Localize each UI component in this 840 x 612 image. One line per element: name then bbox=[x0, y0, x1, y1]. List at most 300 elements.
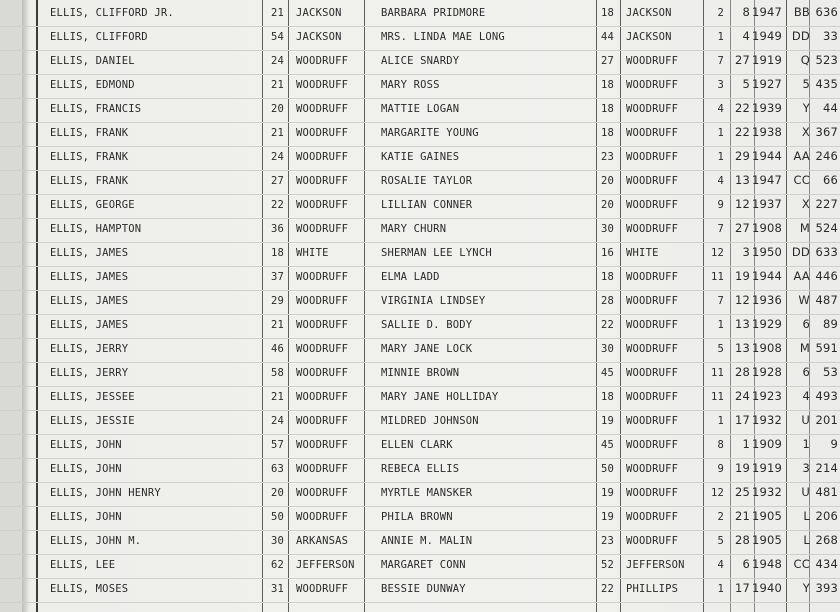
bride-age: 18 bbox=[600, 7, 614, 19]
page-number: 214 bbox=[815, 461, 838, 475]
marriage-year: 1944 bbox=[752, 269, 783, 283]
groom-age: 31 bbox=[270, 583, 284, 595]
bride-name: ALICE SNARDY bbox=[381, 55, 460, 67]
page-number: 44 bbox=[822, 101, 838, 115]
groom-name: ELLIS, GEORGE bbox=[50, 199, 135, 211]
table-row bbox=[0, 146, 840, 171]
bride-name: MYRTLE MANSKER bbox=[381, 487, 473, 499]
bride-name: MARGARET CONN bbox=[381, 559, 466, 571]
bride-county: WOODRUFF bbox=[626, 199, 679, 211]
book-letter: X bbox=[801, 125, 810, 139]
page-number: 523 bbox=[815, 53, 838, 67]
groom-county: WOODRUFF bbox=[296, 415, 349, 427]
marriage-year: 1947 bbox=[752, 5, 783, 19]
table-row bbox=[0, 290, 840, 315]
bride-age: 20 bbox=[600, 199, 614, 211]
groom-age: 21 bbox=[270, 79, 284, 91]
marriage-day: 17 bbox=[734, 413, 750, 427]
marriage-day: 24 bbox=[734, 389, 750, 403]
groom-county: WOODRUFF bbox=[296, 199, 349, 211]
groom-age: 27 bbox=[270, 175, 284, 187]
groom-age: 30 bbox=[270, 535, 284, 547]
groom-county: ARKANSAS bbox=[296, 535, 349, 547]
marriage-day: 13 bbox=[734, 317, 750, 331]
marriage-year: 1950 bbox=[752, 245, 783, 259]
groom-age: 22 bbox=[270, 199, 284, 211]
page-number: 53 bbox=[822, 365, 838, 379]
marriage-day: 25 bbox=[734, 485, 750, 499]
bride-county: WOODRUFF bbox=[626, 391, 679, 403]
marriage-day: 5 bbox=[742, 77, 750, 91]
page-number: 636 bbox=[815, 5, 838, 19]
bride-age: 19 bbox=[600, 415, 614, 427]
marriage-month: 1 bbox=[717, 127, 724, 139]
groom-name: ELLIS, JAMES bbox=[50, 247, 129, 259]
bride-name: MATTIE LOGAN bbox=[381, 103, 460, 115]
page-number: 66 bbox=[822, 173, 838, 187]
table-row bbox=[0, 314, 840, 339]
page-number: 446 bbox=[815, 269, 838, 283]
groom-county: WOODRUFF bbox=[296, 295, 349, 307]
bride-name: PHILA BROWN bbox=[381, 511, 453, 523]
marriage-month: 4 bbox=[717, 103, 724, 115]
bride-age: 52 bbox=[600, 559, 614, 571]
groom-age: 24 bbox=[270, 55, 284, 67]
marriage-day: 19 bbox=[734, 269, 750, 283]
bride-age: 19 bbox=[600, 511, 614, 523]
book-letter: 3 bbox=[802, 461, 810, 475]
groom-name: ELLIS, JAMES bbox=[50, 295, 129, 307]
marriage-year: 1928 bbox=[752, 365, 783, 379]
book-letter: CC bbox=[793, 557, 810, 571]
marriage-year: 1938 bbox=[752, 125, 783, 139]
bride-age: 23 bbox=[600, 151, 614, 163]
groom-age: 46 bbox=[270, 343, 284, 355]
groom-name: ELLIS, LEE bbox=[50, 559, 116, 571]
marriage-year: 1944 bbox=[752, 149, 783, 163]
groom-county: JACKSON bbox=[296, 7, 342, 19]
table-row bbox=[0, 482, 840, 507]
marriage-day: 17 bbox=[734, 581, 750, 595]
groom-county: WOODRUFF bbox=[296, 271, 349, 283]
groom-age: 20 bbox=[270, 487, 284, 499]
page-number: 524 bbox=[815, 221, 838, 235]
groom-county: WOODRUFF bbox=[296, 439, 349, 451]
marriage-year: 1932 bbox=[752, 485, 783, 499]
page-number: 434 bbox=[815, 557, 838, 571]
book-letter: U bbox=[801, 413, 810, 427]
marriage-month: 1 bbox=[717, 319, 724, 331]
groom-county: WHITE bbox=[296, 247, 329, 259]
marriage-day: 28 bbox=[734, 533, 750, 547]
bride-name: REBECA ELLIS bbox=[381, 463, 460, 475]
table-row bbox=[0, 26, 840, 51]
marriage-day: 12 bbox=[734, 293, 750, 307]
table-row bbox=[0, 242, 840, 267]
bride-county: JACKSON bbox=[626, 7, 672, 19]
groom-name: ELLIS, FRANK bbox=[50, 127, 129, 139]
marriage-day: 21 bbox=[734, 509, 750, 523]
bride-name: MRS. LINDA MAE LONG bbox=[381, 31, 505, 43]
groom-age: 54 bbox=[270, 31, 284, 43]
page-number: 227 bbox=[815, 197, 838, 211]
marriage-month: 2 bbox=[717, 7, 724, 19]
marriage-month: 2 bbox=[717, 511, 724, 523]
groom-name: ELLIS, JOHN bbox=[50, 439, 122, 451]
groom-age: 58 bbox=[270, 367, 284, 379]
bride-name: MARY ROSS bbox=[381, 79, 440, 91]
bride-county: WOODRUFF bbox=[626, 415, 679, 427]
marriage-month: 9 bbox=[717, 463, 724, 475]
bride-county: WOODRUFF bbox=[626, 463, 679, 475]
bride-age: 27 bbox=[600, 55, 614, 67]
table-row bbox=[0, 98, 840, 123]
page-number: 435 bbox=[815, 77, 838, 91]
table-row bbox=[0, 122, 840, 147]
marriage-year: 1939 bbox=[752, 101, 783, 115]
bride-age: 18 bbox=[600, 271, 614, 283]
page-number: 393 bbox=[815, 581, 838, 595]
marriage-year: 1927 bbox=[752, 77, 783, 91]
book-letter: X bbox=[801, 197, 810, 211]
marriage-month: 3 bbox=[717, 79, 724, 91]
bride-age: 30 bbox=[600, 343, 614, 355]
bride-county: WHITE bbox=[626, 247, 659, 259]
groom-name: ELLIS, JOHN HENRY bbox=[50, 487, 161, 499]
bride-age: 22 bbox=[600, 583, 614, 595]
bride-county: WOODRUFF bbox=[626, 487, 679, 499]
marriage-day: 27 bbox=[734, 221, 750, 235]
marriage-year: 1936 bbox=[752, 293, 783, 307]
marriage-day: 13 bbox=[734, 341, 750, 355]
bride-age: 22 bbox=[600, 319, 614, 331]
groom-name: ELLIS, EDMOND bbox=[50, 79, 135, 91]
bride-county: WOODRUFF bbox=[626, 343, 679, 355]
marriage-day: 28 bbox=[734, 365, 750, 379]
bride-name: MARY JANE LOCK bbox=[381, 343, 473, 355]
marriage-month: 1 bbox=[717, 415, 724, 427]
bride-county: WOODRUFF bbox=[626, 271, 679, 283]
groom-age: 24 bbox=[270, 151, 284, 163]
table-row bbox=[0, 218, 840, 243]
table-row bbox=[0, 506, 840, 531]
marriage-year: 1937 bbox=[752, 197, 783, 211]
book-letter: M bbox=[799, 341, 810, 355]
book-letter: 4 bbox=[802, 389, 810, 403]
marriage-month: 4 bbox=[717, 175, 724, 187]
table-row bbox=[0, 434, 840, 459]
page-number: 33 bbox=[822, 29, 838, 43]
marriage-month: 7 bbox=[717, 295, 724, 307]
groom-county: WOODRUFF bbox=[296, 127, 349, 139]
marriage-month: 12 bbox=[710, 247, 724, 259]
groom-name: ELLIS, FRANK bbox=[50, 151, 129, 163]
marriage-day: 22 bbox=[734, 101, 750, 115]
book-letter: AA bbox=[793, 269, 810, 283]
bride-name: MINNIE BROWN bbox=[381, 367, 460, 379]
groom-age: 21 bbox=[270, 7, 284, 19]
bride-county: PHILLIPS bbox=[626, 583, 679, 595]
bride-age: 18 bbox=[600, 79, 614, 91]
bride-name: SHERMAN LEE LYNCH bbox=[381, 247, 492, 259]
bride-age: 44 bbox=[600, 31, 614, 43]
bride-county: WOODRUFF bbox=[626, 151, 679, 163]
groom-county: WOODRUFF bbox=[296, 319, 349, 331]
page-number: 206 bbox=[815, 509, 838, 523]
groom-name: ELLIS, MOSES bbox=[50, 583, 129, 595]
groom-age: 21 bbox=[270, 391, 284, 403]
book-letter: W bbox=[798, 293, 810, 307]
bride-age: 16 bbox=[600, 247, 614, 259]
marriage-day: 3 bbox=[742, 245, 750, 259]
bride-county: WOODRUFF bbox=[626, 319, 679, 331]
groom-name: ELLIS, JAMES bbox=[50, 319, 129, 331]
groom-name: ELLIS, JOHN bbox=[50, 463, 122, 475]
marriage-year: 1940 bbox=[752, 581, 783, 595]
marriage-year: 1932 bbox=[752, 413, 783, 427]
groom-county: WOODRUFF bbox=[296, 463, 349, 475]
groom-age: 36 bbox=[270, 223, 284, 235]
groom-age: 29 bbox=[270, 295, 284, 307]
groom-county: WOODRUFF bbox=[296, 223, 349, 235]
groom-county: JACKSON bbox=[296, 31, 342, 43]
book-letter: 5 bbox=[802, 77, 810, 91]
table-row bbox=[0, 266, 840, 291]
page-number: 9 bbox=[830, 437, 838, 451]
bride-age: 30 bbox=[600, 223, 614, 235]
page-number: 493 bbox=[815, 389, 838, 403]
table-row bbox=[0, 2, 840, 27]
table-row bbox=[0, 362, 840, 387]
groom-county: WOODRUFF bbox=[296, 55, 349, 67]
bride-county: WOODRUFF bbox=[626, 127, 679, 139]
page-number: 633 bbox=[815, 245, 838, 259]
bride-county: WOODRUFF bbox=[626, 439, 679, 451]
marriage-year: 1948 bbox=[752, 557, 783, 571]
marriage-month: 8 bbox=[717, 439, 724, 451]
groom-age: 20 bbox=[270, 103, 284, 115]
marriage-month: 5 bbox=[717, 343, 724, 355]
groom-name: ELLIS, HAMPTON bbox=[50, 223, 142, 235]
bride-age: 45 bbox=[600, 439, 614, 451]
groom-name: ELLIS, CLIFFORD bbox=[50, 31, 148, 43]
page-number: 268 bbox=[815, 533, 838, 547]
table-row bbox=[0, 170, 840, 195]
table-row bbox=[0, 578, 840, 603]
marriage-month: 9 bbox=[717, 199, 724, 211]
marriage-year: 1919 bbox=[752, 53, 783, 67]
marriage-month: 7 bbox=[717, 223, 724, 235]
page-number: 246 bbox=[815, 149, 838, 163]
marriage-month: 11 bbox=[710, 391, 724, 403]
marriage-year: 1929 bbox=[752, 317, 783, 331]
marriage-month: 11 bbox=[710, 271, 724, 283]
marriage-month: 5 bbox=[717, 535, 724, 547]
marriage-month: 4 bbox=[717, 559, 724, 571]
marriage-month: 7 bbox=[717, 55, 724, 67]
book-letter: M bbox=[799, 221, 810, 235]
groom-county: WOODRUFF bbox=[296, 511, 349, 523]
book-letter: L bbox=[803, 509, 810, 523]
bride-age: 45 bbox=[600, 367, 614, 379]
page-number: 201 bbox=[815, 413, 838, 427]
marriage-month: 1 bbox=[717, 583, 724, 595]
marriage-year: 1908 bbox=[752, 221, 783, 235]
groom-county: WOODRUFF bbox=[296, 151, 349, 163]
marriage-month: 1 bbox=[717, 31, 724, 43]
bride-name: ELLEN CLARK bbox=[381, 439, 453, 451]
groom-name: ELLIS, JESSIE bbox=[50, 415, 135, 427]
marriage-year: 1947 bbox=[752, 173, 783, 187]
book-letter: 6 bbox=[802, 317, 810, 331]
marriage-day: 19 bbox=[734, 461, 750, 475]
page-number: 591 bbox=[815, 341, 838, 355]
bride-name: MILDRED JOHNSON bbox=[381, 415, 479, 427]
bride-county: WOODRUFF bbox=[626, 223, 679, 235]
bride-name: MARY CHURN bbox=[381, 223, 447, 235]
groom-county: WOODRUFF bbox=[296, 487, 349, 499]
groom-county: WOODRUFF bbox=[296, 103, 349, 115]
marriage-month: 11 bbox=[710, 367, 724, 379]
groom-age: 37 bbox=[270, 271, 284, 283]
bride-age: 18 bbox=[600, 127, 614, 139]
table-row bbox=[0, 530, 840, 555]
groom-name: ELLIS, DANIEL bbox=[50, 55, 135, 67]
marriage-year: 1949 bbox=[752, 29, 783, 43]
book-letter: DD bbox=[791, 245, 810, 259]
bride-name: MARY JANE HOLLIDAY bbox=[381, 391, 499, 403]
marriage-year: 1905 bbox=[752, 533, 783, 547]
groom-name: ELLIS, CLIFFORD JR. bbox=[50, 7, 174, 19]
groom-name: ELLIS, FRANCIS bbox=[50, 103, 142, 115]
bride-name: ANNIE M. MALIN bbox=[381, 535, 473, 547]
bride-county: WOODRUFF bbox=[626, 103, 679, 115]
table-row bbox=[0, 410, 840, 435]
book-letter: L bbox=[803, 533, 810, 547]
marriage-day: 27 bbox=[734, 53, 750, 67]
book-letter: 1 bbox=[802, 437, 810, 451]
bride-age: 28 bbox=[600, 295, 614, 307]
bride-name: LILLIAN CONNER bbox=[381, 199, 473, 211]
groom-name: ELLIS, JAMES bbox=[50, 271, 129, 283]
marriage-year: 1905 bbox=[752, 509, 783, 523]
marriage-month: 12 bbox=[710, 487, 724, 499]
groom-age: 50 bbox=[270, 511, 284, 523]
book-letter: CC bbox=[793, 173, 810, 187]
book-letter: Y bbox=[802, 101, 810, 115]
marriage-year: 1923 bbox=[752, 389, 783, 403]
groom-age: 18 bbox=[270, 247, 284, 259]
marriage-month: 1 bbox=[717, 151, 724, 163]
bride-county: WOODRUFF bbox=[626, 511, 679, 523]
bride-age: 50 bbox=[600, 463, 614, 475]
groom-age: 21 bbox=[270, 127, 284, 139]
bride-name: ELMA LADD bbox=[381, 271, 440, 283]
page-number: 487 bbox=[815, 293, 838, 307]
bride-county: JACKSON bbox=[626, 31, 672, 43]
bride-name: ROSALIE TAYLOR bbox=[381, 175, 473, 187]
marriage-year: 1908 bbox=[752, 341, 783, 355]
book-letter: Q bbox=[800, 53, 810, 67]
marriage-year: 1909 bbox=[752, 437, 783, 451]
bride-name: SALLIE D. BODY bbox=[381, 319, 473, 331]
book-letter: DD bbox=[791, 29, 810, 43]
bride-county: JEFFERSON bbox=[626, 559, 685, 571]
table-row bbox=[0, 74, 840, 99]
book-letter: AA bbox=[793, 149, 810, 163]
groom-age: 24 bbox=[270, 415, 284, 427]
page-number: 89 bbox=[822, 317, 838, 331]
groom-age: 57 bbox=[270, 439, 284, 451]
bride-age: 23 bbox=[600, 535, 614, 547]
table-row bbox=[0, 386, 840, 411]
groom-age: 63 bbox=[270, 463, 284, 475]
marriage-year: 1919 bbox=[752, 461, 783, 475]
book-letter: Y bbox=[802, 581, 810, 595]
groom-age: 62 bbox=[270, 559, 284, 571]
groom-name: ELLIS, JERRY bbox=[50, 343, 129, 355]
bride-age: 19 bbox=[600, 487, 614, 499]
table-row bbox=[0, 50, 840, 75]
groom-county: WOODRUFF bbox=[296, 175, 349, 187]
marriage-day: 22 bbox=[734, 125, 750, 139]
bride-age: 18 bbox=[600, 391, 614, 403]
bride-county: WOODRUFF bbox=[626, 295, 679, 307]
groom-county: WOODRUFF bbox=[296, 367, 349, 379]
marriage-day: 13 bbox=[734, 173, 750, 187]
groom-county: WOODRUFF bbox=[296, 343, 349, 355]
page-number: 367 bbox=[815, 125, 838, 139]
groom-county: JEFFERSON bbox=[296, 559, 355, 571]
bride-county: WOODRUFF bbox=[626, 55, 679, 67]
marriage-day: 8 bbox=[742, 5, 750, 19]
marriage-day: 29 bbox=[734, 149, 750, 163]
groom-county: WOODRUFF bbox=[296, 583, 349, 595]
table-row bbox=[0, 194, 840, 219]
marriage-day: 12 bbox=[734, 197, 750, 211]
bride-county: WOODRUFF bbox=[626, 79, 679, 91]
table-row bbox=[0, 458, 840, 483]
marriage-day: 4 bbox=[742, 29, 750, 43]
groom-name: ELLIS, JOHN bbox=[50, 511, 122, 523]
bride-name: BARBARA PRIDMORE bbox=[381, 7, 486, 19]
groom-age: 21 bbox=[270, 319, 284, 331]
groom-name: ELLIS, JERRY bbox=[50, 367, 129, 379]
bride-age: 20 bbox=[600, 175, 614, 187]
bride-name: BESSIE DUNWAY bbox=[381, 583, 466, 595]
bride-name: MARGARITE YOUNG bbox=[381, 127, 479, 139]
groom-county: WOODRUFF bbox=[296, 79, 349, 91]
book-letter: U bbox=[801, 485, 810, 499]
bride-name: VIRGINIA LINDSEY bbox=[381, 295, 486, 307]
groom-county: WOODRUFF bbox=[296, 391, 349, 403]
bride-county: WOODRUFF bbox=[626, 535, 679, 547]
marriage-day: 6 bbox=[742, 557, 750, 571]
book-letter: 6 bbox=[802, 365, 810, 379]
bride-county: WOODRUFF bbox=[626, 367, 679, 379]
groom-name: ELLIS, FRANK bbox=[50, 175, 129, 187]
bride-name: KATIE GAINES bbox=[381, 151, 460, 163]
groom-name: ELLIS, JESSEE bbox=[50, 391, 135, 403]
table-row bbox=[0, 338, 840, 363]
bride-age: 18 bbox=[600, 103, 614, 115]
page-number: 481 bbox=[815, 485, 838, 499]
table-row bbox=[0, 554, 840, 579]
bride-county: WOODRUFF bbox=[626, 175, 679, 187]
groom-name: ELLIS, JOHN M. bbox=[50, 535, 142, 547]
marriage-day: 1 bbox=[742, 437, 750, 451]
book-letter: BB bbox=[793, 5, 810, 19]
